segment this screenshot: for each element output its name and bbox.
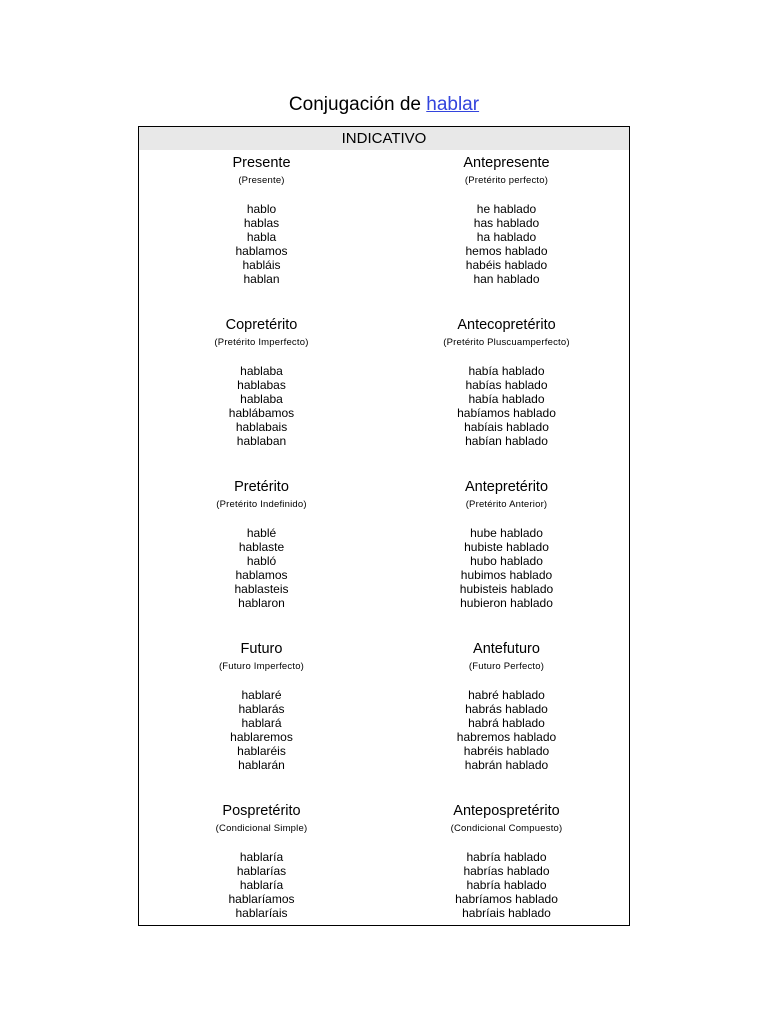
conjugated-form: hablaba (240, 364, 283, 378)
tense-name: Antepospretérito (453, 803, 560, 819)
conjugated-form: hablábamos (228, 406, 295, 420)
conjugated-form: habla (246, 230, 277, 244)
conjugated-form: habíais hablado (464, 420, 549, 434)
conjugated-form: hablaréis (237, 744, 286, 758)
tense-alt-name: (Presente) (238, 175, 285, 186)
conjugated-form: habrá hablado (468, 716, 545, 730)
conjugated-form: hablaron (238, 596, 285, 610)
tense-alt-name: (Pretérito Anterior) (465, 499, 548, 510)
conjugated-form: habré hablado (468, 688, 545, 702)
conjugated-form: hablaste (238, 540, 285, 554)
conjugated-form: hablamos (235, 568, 288, 582)
title-prefix: Conjugación de (288, 94, 427, 115)
conjugated-form: han hablado (473, 272, 540, 286)
tense-alt-name: (Futuro Perfecto) (468, 661, 545, 672)
conjugated-form: había hablado (468, 392, 545, 406)
tense-alt-name: (Pretérito Imperfecto) (214, 337, 309, 348)
conjugated-form: habían hablado (465, 434, 548, 448)
tense-block (384, 312, 629, 474)
conjugated-form: hablaríamos (228, 892, 295, 906)
conjugation-forms (139, 202, 384, 286)
verb-link[interactable]: hablar (426, 94, 480, 115)
conjugated-form: has hablado (473, 216, 540, 230)
tense-name: Antecopretérito (457, 317, 556, 333)
conjugated-form: habló (246, 554, 277, 568)
tense-name: Presente (232, 155, 291, 171)
tense-name: Antepretérito (464, 479, 549, 495)
conjugated-form: habrás hablado (465, 702, 548, 716)
conjugated-form: hubo hablado (470, 554, 543, 568)
conjugation-forms (384, 364, 629, 448)
conjugated-form: habría hablado (466, 850, 547, 864)
tense-name: Antepresente (463, 155, 550, 171)
conjugated-form: hablaremos (230, 730, 293, 744)
tense-block (384, 150, 629, 312)
tense-alt-name: (Pretérito Pluscuamperfecto) (443, 337, 570, 348)
conjugated-form: hablaré (241, 688, 282, 702)
tense-block (139, 474, 384, 636)
tense-name: Antefuturo (473, 641, 540, 657)
conjugated-form: hablará (241, 716, 282, 730)
conjugated-form: había hablado (468, 364, 545, 378)
conjugated-form: hablarías (236, 864, 287, 878)
conjugated-form: habríamos hablado (455, 892, 558, 906)
tense-block (384, 636, 629, 798)
conjugation-forms (139, 850, 384, 920)
page-title (0, 93, 768, 117)
conjugation-forms (384, 202, 629, 286)
conjugated-form: hablabais (235, 420, 288, 434)
conjugated-form: habíamos hablado (457, 406, 556, 420)
conjugated-form: habremos hablado (456, 730, 557, 744)
conjugated-form: he hablado (476, 202, 537, 216)
conjugated-form: habríais hablado (462, 906, 551, 920)
conjugated-form: habéis hablado (465, 258, 548, 272)
conjugated-form: hubieron hablado (460, 596, 553, 610)
tense-block (139, 150, 384, 312)
tense-alt-name: (Futuro Imperfecto) (218, 661, 305, 672)
conjugation-forms (384, 850, 629, 920)
conjugated-form: hablabas (237, 378, 286, 392)
conjugated-form: ha hablado (476, 230, 537, 244)
tense-block (384, 474, 629, 636)
conjugated-form: habrías hablado (463, 864, 550, 878)
tense-block (139, 798, 384, 926)
tense-alt-name: (Condicional Simple) (215, 823, 308, 834)
tense-grid (139, 150, 629, 926)
tense-alt-name: (Pretérito Indefinido) (216, 499, 307, 510)
conjugated-form: hablaríais (235, 906, 288, 920)
tense-block (139, 312, 384, 474)
conjugated-form: hablamos (235, 244, 288, 258)
conjugated-form: hablaría (239, 878, 284, 892)
conjugated-form: hemos hablado (465, 244, 548, 258)
conjugated-form: habrán hablado (464, 758, 549, 772)
tense-name: Pretérito (234, 479, 289, 495)
tense-alt-name: (Condicional Compuesto) (450, 823, 563, 834)
conjugated-form: hablarás (238, 702, 285, 716)
conjugated-form: hubimos hablado (460, 568, 553, 582)
conjugated-form: hablaban (236, 434, 287, 448)
conjugated-form: habría hablado (466, 878, 547, 892)
tense-name: Pospretérito (222, 803, 301, 819)
tense-block (139, 636, 384, 798)
conjugated-form: hablas (243, 216, 280, 230)
tense-block (384, 798, 629, 926)
conjugation-forms (384, 526, 629, 610)
conjugation-table (138, 126, 630, 926)
tense-name: Copretérito (225, 317, 298, 333)
tense-alt-name: (Pretérito perfecto) (464, 175, 549, 186)
conjugated-form: hube hablado (470, 526, 543, 540)
conjugation-forms (139, 526, 384, 610)
tense-name: Futuro (240, 641, 283, 657)
conjugated-form: hablé (246, 526, 277, 540)
conjugated-form: hablo (246, 202, 277, 216)
conjugated-form: hablaba (240, 392, 283, 406)
conjugation-forms (139, 364, 384, 448)
conjugated-form: habláis (242, 258, 281, 272)
conjugation-forms (384, 688, 629, 772)
conjugated-form: hablarán (238, 758, 285, 772)
conjugation-forms (139, 688, 384, 772)
conjugated-form: habréis hablado (463, 744, 550, 758)
conjugated-form: hubisteis hablado (459, 582, 554, 596)
conjugated-form: hablan (243, 272, 280, 286)
conjugated-form: habías hablado (465, 378, 548, 392)
conjugated-form: hablaría (239, 850, 284, 864)
conjugated-form: hubiste hablado (464, 540, 549, 554)
conjugated-form: hablasteis (234, 582, 289, 596)
mood-header: INDICATIVO (139, 127, 629, 150)
